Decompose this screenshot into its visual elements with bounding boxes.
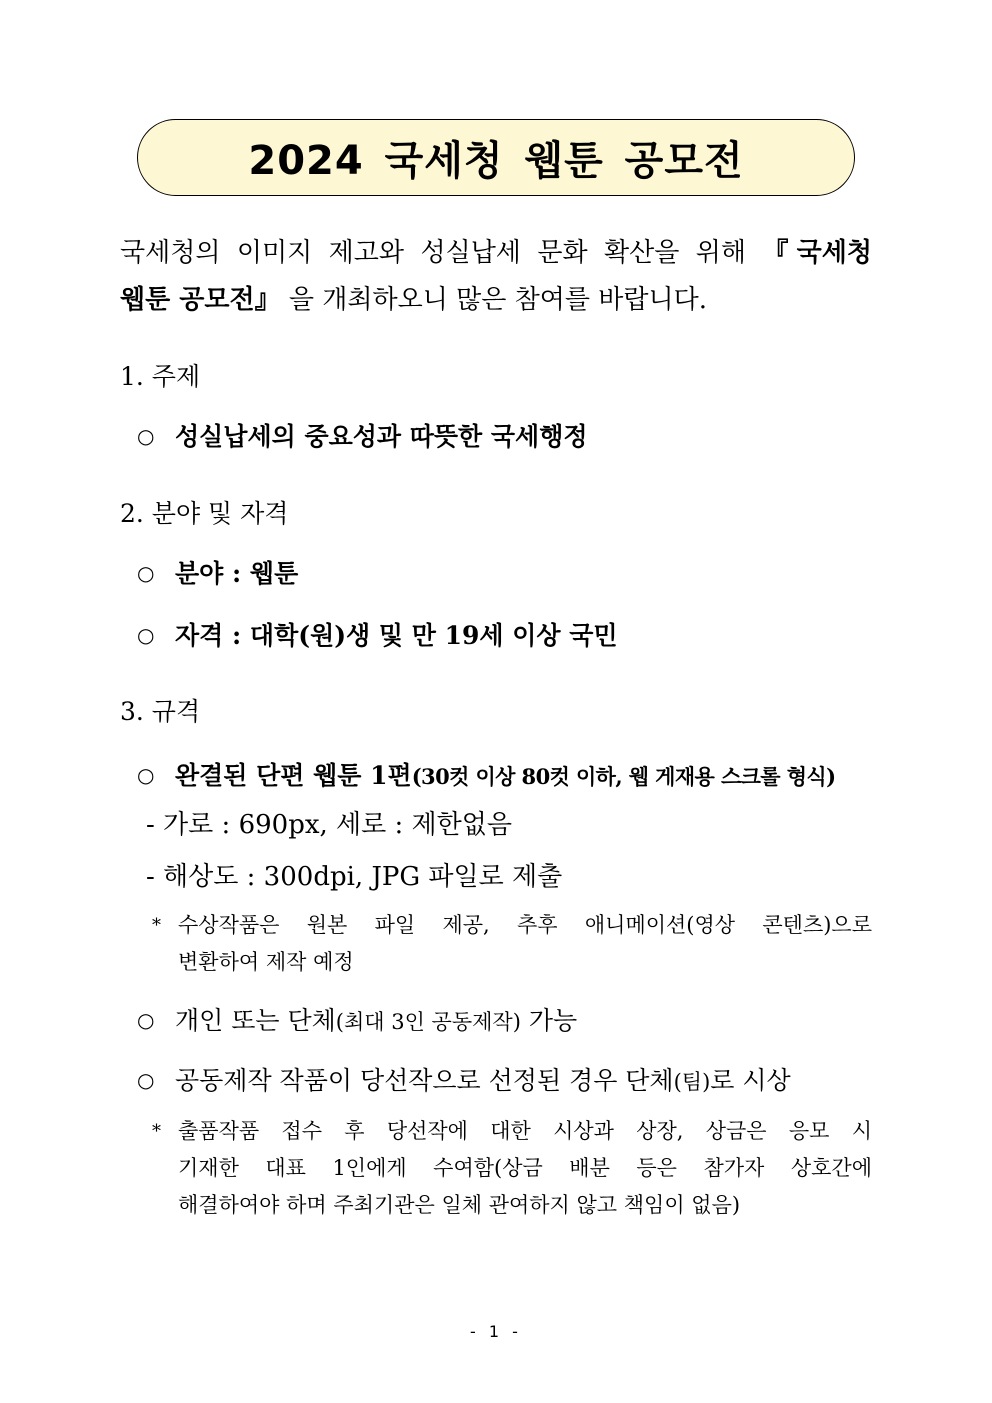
title-banner	[137, 119, 855, 196]
circle-bullet-icon: ○	[137, 623, 155, 647]
bullet-subtext: (최대 3인 공동제작)	[335, 1010, 521, 1034]
asterisk-icon: *	[152, 915, 161, 936]
bullet-text: 완결된 단편 웹툰 1편	[175, 761, 412, 790]
contest-name-bold: 『국세청	[762, 238, 872, 268]
bullet-text: 로 시상	[710, 1066, 791, 1095]
section-heading-field: 2. 분야 및 자격	[120, 499, 289, 528]
bullet-text: 공동제작 작품이 당선작으로 선정된 경우 단체	[175, 1066, 674, 1095]
bullet-text: 가능	[520, 1006, 578, 1035]
note-line: 해결하여야 하며 주최기관은 일체 관여하지 않고 책임이 없음)	[178, 1193, 741, 1217]
list-item	[137, 760, 835, 792]
bullet-subtext: (30컷 이상 80컷 이하, 웹 게재용 스크롤 형식)	[411, 764, 836, 789]
circle-bullet-icon: ○	[137, 763, 155, 787]
intro-text: 을 개최하오니 많은 참여를 바랍니다.	[280, 285, 707, 315]
circle-bullet-icon: ○	[137, 1068, 155, 1092]
bullet-text: 자격 : 대학(원)생 및 만 19세 이상 국민	[175, 621, 618, 650]
note-award-recipient	[152, 1113, 872, 1224]
contest-name-bold: 웹툰 공모전』	[120, 285, 281, 315]
circle-bullet-icon: ○	[137, 424, 155, 448]
bullet-subtext: (팀)	[673, 1070, 711, 1094]
intro-line-1	[120, 238, 872, 268]
circle-bullet-icon: ○	[137, 561, 155, 585]
note-line: 수상작품은 원본 파일 제공, 추후 애니메이션(영상 콘텐츠)으로	[178, 913, 872, 937]
spec-resolution: - 해상도 : 300dpi, JPG 파일로 제출	[146, 862, 563, 892]
note-line: 변환하여 제작 예정	[178, 950, 354, 974]
list-item	[137, 1065, 791, 1097]
bullet-text: 개인 또는 단체	[175, 1006, 336, 1035]
spec-width: - 가로 : 690px, 세로 : 제한없음	[146, 810, 513, 840]
section-heading-theme: 1. 주제	[120, 362, 201, 391]
asterisk-icon: *	[152, 1121, 161, 1142]
intro-line-2	[120, 285, 872, 315]
page-number: - 1 -	[470, 1322, 522, 1341]
list-item	[137, 1005, 577, 1037]
list-item	[137, 620, 618, 651]
bullet-text: 성실납세의 중요성과 따뜻한 국세행정	[175, 422, 588, 451]
note-award-conversion	[152, 907, 872, 981]
note-line: 기재한 대표 1인에게 수여함(상금 배분 등은 참가자 상호간에	[178, 1156, 872, 1180]
intro-text: 국세청의 이미지 제고와 성실납세 문화 확산을 위해	[120, 238, 763, 268]
page-title: 2024 국세청 웹툰 공모전	[248, 138, 744, 184]
circle-bullet-icon: ○	[137, 1008, 155, 1032]
list-item	[137, 558, 298, 589]
bullet-text: 분야 : 웹툰	[175, 559, 299, 588]
note-line: 출품작품 접수 후 당선작에 대한 시상과 상장, 상금은 응모 시	[178, 1119, 872, 1143]
section-heading-spec: 3. 규격	[120, 697, 201, 726]
list-item	[137, 421, 588, 452]
